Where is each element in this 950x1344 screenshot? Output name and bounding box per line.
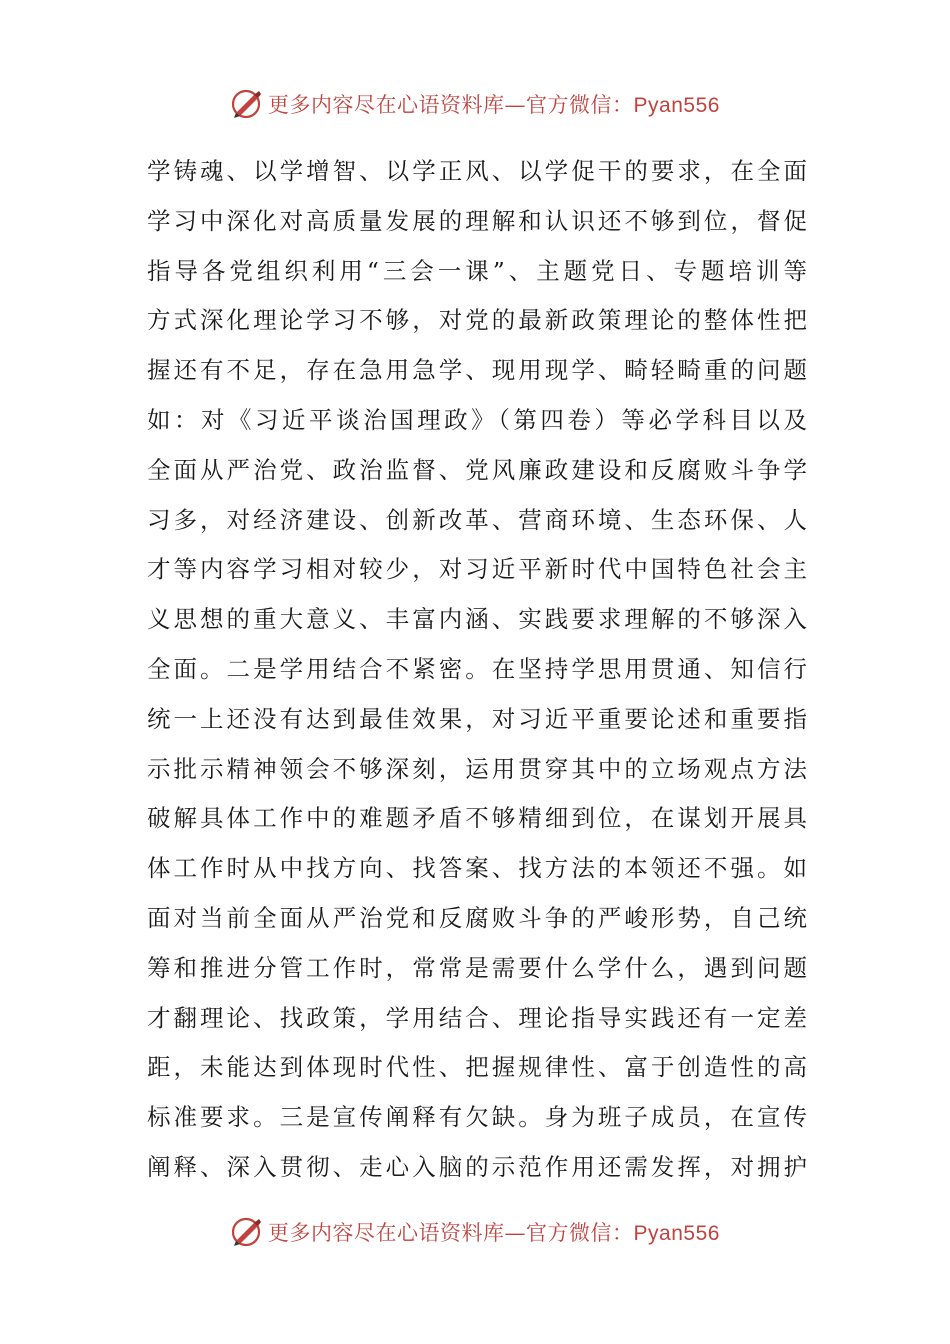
text-line: 握还有不足，存在急用急学、现用现学、畸轻畸重的问题: [147, 356, 807, 385]
document-body: [147, 147, 807, 1193]
footer-wechat-id: Pyan556: [633, 1222, 720, 1245]
text-line: 方式深化理论学习不够，对党的最新政策理论的整体性把: [147, 306, 807, 335]
text-line: 示批示精神领会不够深刻，运用贯穿其中的立场观点方法: [147, 754, 807, 783]
header-wechat-id: Pyan556: [633, 94, 720, 117]
pen-logo-icon: [230, 1215, 264, 1249]
text-line: 距，未能达到体现时代性、把握规律性、富于创造性的高: [147, 1053, 807, 1082]
text-line: 体工作时从中找方向、找答案、找方法的本领还不强。如: [147, 854, 807, 883]
text-line: 筹和推进分管工作时，常常是需要什么学什么，遇到问题: [147, 953, 807, 982]
header-banner-text: 更多内容尽在心语资料库—官方微信：Pyan556: [268, 93, 720, 117]
text-line: 破解具体工作中的难题矛盾不够精细到位，在谋划开展具: [147, 804, 807, 833]
text-line: 如：对《习近平谈治国理政》（第四卷）等必学科目以及: [147, 405, 807, 434]
text-line: 才翻理论、找政策，学用结合、理论指导实践还有一定差: [147, 1003, 807, 1032]
text-line: 学铸魂、以学增智、以学正风、以学促干的要求，在全面: [147, 157, 807, 185]
text-line: 全面从严治党、政治监督、党风廉政建设和反腐败斗争学: [147, 455, 807, 484]
text-line: 指导各党组织利用“三会一课”、主题党日、专题培训等: [147, 256, 807, 285]
text-line: 义思想的重大意义、丰富内涵、实践要求理解的不够深入: [147, 605, 807, 634]
text-line: 面对当前全面从严治党和反腐败斗争的严峻形势，自己统: [147, 903, 807, 932]
text-line: 全面。二是学用结合不紧密。在坚持学思用贯通、知信行: [147, 654, 807, 683]
footer-banner: [0, 1212, 950, 1252]
text-line: 统一上还没有达到最佳效果，对习近平重要论述和重要指: [147, 704, 807, 733]
text-line: 习多，对经济建设、创新改革、营商环境、生态环保、人: [147, 505, 807, 534]
footer-banner-text: 更多内容尽在心语资料库—官方微信：Pyan556: [268, 1221, 720, 1245]
pen-logo-icon: [230, 87, 264, 121]
text-line: 标准要求。三是宣传阐释有欠缺。身为班子成员，在宣传: [147, 1103, 807, 1132]
text-line: 阐释、深入贯彻、走心入脑的示范作用还需发挥，对拥护: [147, 1152, 807, 1181]
text-line: 才等内容学习相对较少，对习近平新时代中国特色社会主: [147, 555, 807, 584]
header-banner: [0, 84, 950, 124]
text-line: 学习中深化对高质量发展的理解和认识还不够到位，督促: [147, 206, 807, 235]
